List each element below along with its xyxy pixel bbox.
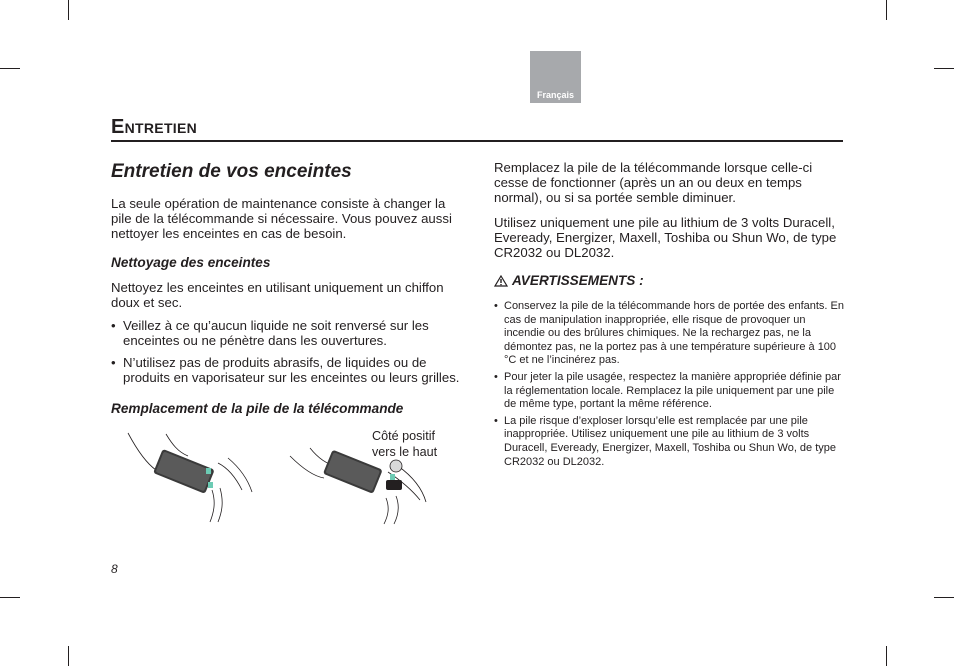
crop-mark — [934, 597, 954, 598]
warnings-title: AVERTISSEMENTS : — [512, 273, 644, 288]
intro-paragraph: La seule opération de maintenance consiste à changer la pile de la télécommande si nécessaire. Vous pouvez aussi nettoyer les enceintes en cas de besoin. — [111, 196, 452, 241]
warnings-heading — [494, 273, 844, 288]
warnings-list — [494, 300, 844, 469]
page-heading: Entretien de vos enceintes — [111, 161, 352, 182]
crop-mark — [0, 68, 20, 69]
crop-mark — [886, 646, 887, 666]
crop-mark — [68, 0, 69, 20]
list-item: • N’utilisez pas de produits abrasifs, de liquides ou de produits en vaporisateur sur les enceintes ou leurs grilles. — [111, 355, 461, 385]
illustration-label: Côté positif vers le haut — [372, 429, 438, 459]
list-item: • Veillez à ce qu’aucun liquide ne soit renversé sur les enceintes ou ne pénètre dans les ouvertures. — [111, 318, 461, 348]
cleaning-paragraph: Nettoyez les enceintes en utilisant uniquement un chiffon doux et sec. — [111, 280, 444, 310]
page-number: 8 — [111, 562, 118, 576]
list-item: • La pile risque d’exploser lorsqu’elle est remplacée par une pile inappropriée. Utilisez uniquement une pile au lithium de 3 volts Duracell, Eveready, Energizer, Maxell, Toshiba ou Shun Wo, de type CR2032 ou DL2032. — [494, 415, 844, 469]
language-tab: Français — [530, 51, 581, 103]
crop-mark — [886, 0, 887, 20]
cleaning-bullets — [111, 318, 461, 385]
list-item: • Conservez la pile de la télécommande hors de portée des enfants. En cas de manipulation inappropriée, elle risque de provoquer un incendie ou des brûlures chimiques. Ne la rechargez pas, ne la démontez pas, ne la portez pas à une température supérieure à 100 °C et ne l’incinérez pas. — [494, 300, 844, 368]
warning-icon — [494, 275, 508, 287]
crop-mark — [0, 597, 20, 598]
section-title: Entretien — [111, 116, 198, 138]
title-rule — [111, 140, 843, 142]
left-column — [111, 160, 461, 426]
crop-mark — [68, 646, 69, 666]
list-item: • Pour jeter la pile usagée, respectez la manière appropriée définie par la réglementation locale. Remplacez la pile uniquement par une pile de même type, portant la même référence. — [494, 371, 844, 412]
replace-paragraph: Remplacez la pile de la télécommande lorsque celle-ci cesse de fonctionner (après un an ou deux en temps normal), ou si sa portée semble diminuer. — [494, 160, 813, 205]
crop-mark — [934, 68, 954, 69]
battery-heading: Remplacement de la pile de la télécommande — [111, 401, 404, 416]
cleaning-heading: Nettoyage des enceintes — [111, 255, 271, 270]
right-column — [494, 160, 844, 472]
battery-type-paragraph: Utilisez uniquement une pile au lithium de 3 volts Duracell, Eveready, Energizer, Maxell, Toshiba ou Shun Wo, de type CR2032 ou DL2032. — [494, 215, 837, 260]
